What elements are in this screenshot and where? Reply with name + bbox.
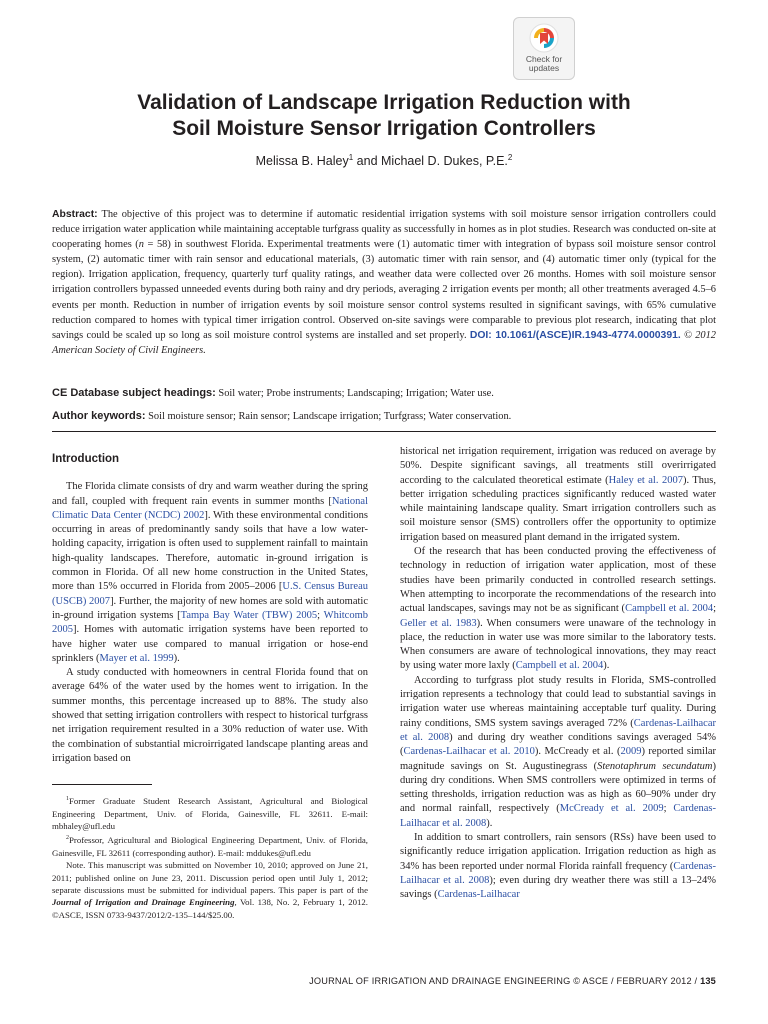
citation-link[interactable]: Cardenas-Lailhacar et al. 2008 <box>400 803 716 829</box>
check-for-updates-badge[interactable] <box>513 17 575 80</box>
citation-link[interactable]: Campbell et al. 2004 <box>515 660 604 672</box>
keywords-divider <box>52 431 716 432</box>
abstract: Abstract: The objective of this project was to determine if automatic residential irrigation systems with soil moisture sensor irrigation controllers could reduce irrigation water application while maintaining acceptable turfgrass quality as successfully in homes as in plot studies. Research was conducted on-site at cooperating homes (n = 58) in southwest Florida. Experimental treatments were (1) automatic timer with integration of bypass soil moisture sensor control system, (2) automatic timer with rain sensor and educational materials, (3) automatic timer with rain sensor, and (4) automatic timer only (typical for the region). Irrigation application, frequency, quarterly turf quality ratings, and weather data were collected over 26 months. Homes with soil moisture sensor irrigation controllers bypassed unneeded events during both rainy and dry periods, averaging 2 irrigation events per month; all other treatments averaged 4.5–6 events per month. Reduction in number of irrigation events by soil moisture sensor control systems resulted in significant savings, with 65% cumulative reduction compared to homes with typical timer irrigation control. Observed on-site savings were comparable to previous plot research, indicating that plot savings could be scaled up so long as soil moisture control systems are installed and set properly. DOI: 10.1061/(ASCE)IR.1943-4774.0000391. © 2012 American Society of Civil Engineers. <box>52 209 717 356</box>
left-column <box>52 452 368 921</box>
citation-link[interactable]: Whitcomb 2005 <box>52 609 368 636</box>
citation-link[interactable]: U.S. Census Bureau (USCB) 2007 <box>52 581 368 607</box>
paper-title: Validation of Landscape Irrigation Reduction with Soil Moisture Sensor Irrigation Controllers <box>137 91 631 140</box>
page-number: 135 <box>700 976 716 986</box>
citation-link[interactable]: McCready et al. 2009 <box>559 803 664 815</box>
paragraph: A study conducted with homeowners in central Florida found that on average 64% of the water used by the homes went to irrigation. In the summer months, this percentage increased up to 88%. The study also showed that setting irrigation controllers with respect to historical turfgrass net irrigation requirement resulted in a 30% reduction of water use. With the combination of substantial microirrigated landscape planting areas and irrigation based on <box>52 667 368 764</box>
doi-link[interactable]: DOI: 10.1061/(ASCE)IR.1943-4774.0000391. <box>469 329 681 341</box>
footnote-divider <box>52 784 152 785</box>
paragraph: Of the research that has been conducted proving the effectiveness of technology in reduction of irrigation water application, most of these studies have been primarily conducted in controlled research settings. When attempting to incorporate the recommendations of the research into actual landscapes, savings may not be as significant (Campbell et al. 2004; Geller et al. 1983). When consumers were unaware of the technology in place, the reduction in water use was more similar to the laboratory tests. When consumers are aware of technological innovations, they may react by using water more laxly (Campbell et al. 2004). <box>400 546 716 672</box>
paragraph: The Florida climate consists of dry and warm weather during the spring and fall, coupled with frequent rain events in summer months [National Climatic Data Center (NCDC) 2002]. With these environmental conditions occurring in areas of predominantly sandy soils that have a low water-holding capacity, irrigation is often used to supplement rainfall to maintain high-quality landscapes. Therefore, automatic in-ground irrigation is common in Florida. Of all new home construction in the United States, more than 15% occurred in Florida from 2005–2006 [U.S. Census Bureau (USCB) 2007]. Further, the majority of new homes are sold with automatic in-ground irrigation systems [Tampa Bay Water (TBW) 2005; Whitcomb 2005]. Homes with automatic irrigation systems have been reported to have higher water use compared to manual irrigation or hose-end sprinklers (Mayer et al. 1999). <box>52 481 368 664</box>
citation-link[interactable]: 2009 <box>620 746 642 758</box>
citation-link[interactable]: Mayer et al. 1999 <box>99 652 174 664</box>
footnote: $^2$Professor, Agricultural and Biological Engineering Department, Univ. of Florida, Gainesville, FL 32611 (corresponding author). E-mail: mddukes@ufl.edu <box>52 835 368 858</box>
citation-link[interactable]: Tampa Bay Water (TBW) 2005 <box>180 609 318 621</box>
author-name: Melissa B. Haley <box>255 154 349 169</box>
right-column <box>400 445 716 903</box>
ce-subject-headings: CE Database subject headings: Soil water; Probe instruments; Landscaping; Irrigation; Water use. <box>52 387 494 399</box>
citation-link[interactable]: National Climatic Data Center (NCDC) 2002 <box>52 495 368 521</box>
citation-link[interactable]: Cardenas-Lailhacar et al. 2010 <box>403 746 535 758</box>
author-list: Melissa B. Haley$^1$ and Michael D. Dukes, P.E.$^2$ <box>255 153 513 169</box>
page-footer: JOURNAL OF IRRIGATION AND DRAINAGE ENGINEERING © ASCE / FEBRUARY 2012 / 135 <box>309 976 716 986</box>
citation-link[interactable]: Cardenas-Lailhacar et al. 2008 <box>400 717 716 743</box>
citation-link[interactable]: Cardenas-Lailhacar <box>437 889 520 901</box>
section-heading: Introduction <box>52 453 120 465</box>
paragraph: In addition to smart controllers, rain sensors (RSs) have been used to significantly reduce irrigation application. Irrigation reduction as high as 34% has been reported under normal Florida rainfall frequency (Cardenas-Lailhacar et al. 2008); even during dry weather there was still a 13–24% savings (Cardenas-Lailhacar <box>400 832 716 901</box>
author-name: Michael D. Dukes, P.E. <box>381 154 508 169</box>
citation-link[interactable]: Geller et al. 1983 <box>400 617 477 629</box>
citation-link[interactable]: Campbell et al. 2004 <box>625 603 714 615</box>
footnote: $^1$Former Graduate Student Research Assistant, Agricultural and Biological Engineering Department, Univ. of Florida, Gainesville, FL 32611. E-mail: mbhaley@ufl.edu <box>52 796 368 831</box>
paragraph: historical net irrigation requirement, irrigation was reduced on average by 50%. Despite significant savings, all treatments still overirrigated according to the calculated theoretical estimate (Haley et al. 2007). Thus, better irrigation scheduling practices significantly reduced wasted water while maintaining landscape quality. Smart irrigation controllers such as soil moisture sensor (SMS) controllers offer the opportunity to optimize irrigation based on measured plant demand in the irrigated system. <box>400 446 716 543</box>
paragraph: According to turfgrass plot study results in Florida, SMS-controlled irrigation represents a technology that could lead to substantial savings in irrigation water use whereas maintaining acceptable turf quality. During rainy conditions, SMS system savings averaged 72% (Cardenas-Lailhacar et al. 2008) and during dry weather conditions savings averaged 54% (Cardenas-Lailhacar et al. 2010). McCready et al. (2009) reported similar magnitude savings on St. Augustinegrass (Stenotaphrum secundatum) during dry conditions. When SMS controllers were optimized in terms of setting thresholds, irrigation reduction was as high as 60–90% under dry and normal rainfall, respectively (McCready et al. 2009; Cardenas-Lailhacar et al. 2008). <box>400 674 717 829</box>
bookmark-icon <box>529 23 559 53</box>
author-keywords: Author keywords: Soil moisture sensor; Rain sensor; Landscape irrigation; Turfgrass; Water conservation. <box>52 410 512 422</box>
citation-link[interactable]: Cardenas-Lailhacar et al. 2008 <box>400 860 716 886</box>
submission-note: Note. This manuscript was submitted on November 10, 2010; approved on June 21, 2011; published online on June 23, 2011. Discussion period open until July 1, 2012; separate discussions must be submitted for individual papers. This paper is part of the Journal of Irrigation and Drainage Engineering, Vol. 138, No. 2, February 1, 2012. ©ASCE, ISSN 0733-9437/2012/2-135–144/$25.00. <box>52 860 368 920</box>
badge-label: Check for updates <box>525 54 563 73</box>
citation-link[interactable]: Haley et al. 2007 <box>608 474 683 486</box>
